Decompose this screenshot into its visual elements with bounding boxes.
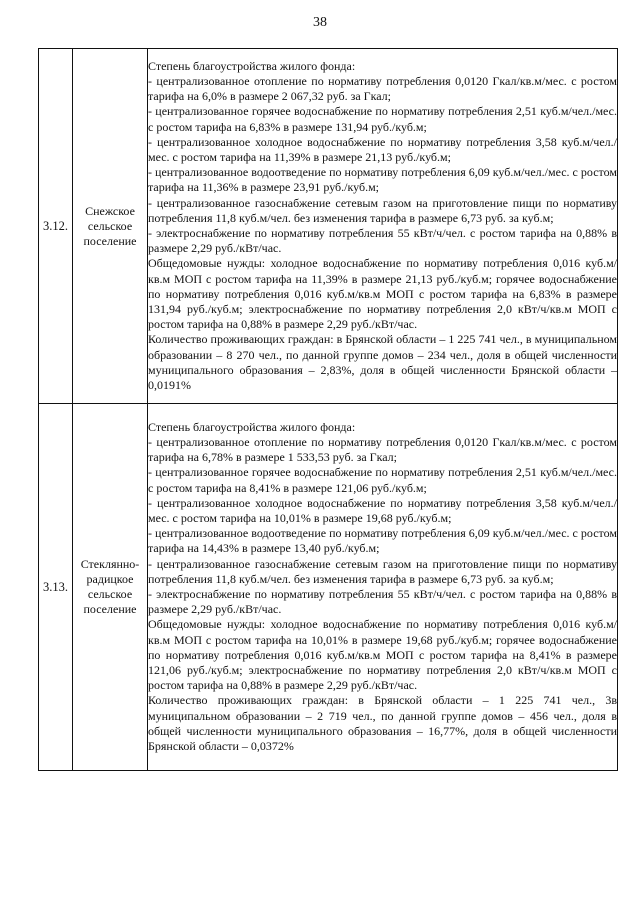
content-line: Общедомовые нужды: холодное водоснабжение по нормативу потребления 0,016 куб.м/кв.м МОП с ростом тарифа на 10,01% в размере 19,68 руб./куб.м; горячее водоснабжение по нормативу потребления 0,016 куб.м/кв.м МОП с ростом тарифа на 8,41% в размере 121,06 руб./куб.м; электроснабжение по нормативу потребления 2,0 кВт/ч/кв.м МОП с ростом тарифа на 0,88% в размере 2,29 руб./кВт/час. — [148, 617, 617, 693]
row-content — [148, 49, 618, 404]
settlements-table — [38, 48, 618, 771]
content-line: - централизованное газоснабжение сетевым газом на приготовление пищи по нормативу потребления 11,8 куб.м/чел. без изменения тарифа в размере 6,73 руб. за куб.м; — [148, 195, 617, 225]
content-line: - централизованное водоотведение по нормативу потребления 6,09 куб.м/чел./мес. с ростом тарифа на 11,36% в размере 23,91 руб./куб.м; — [148, 165, 617, 195]
content-line: Степень благоустройства жилого фонда: — [148, 58, 356, 73]
content-line: - централизованное горячее водоснабжение по нормативу потребления 2,51 куб.м/чел./мес. с ростом тарифа на 8,41% в размере 121,06 руб./куб.м; — [148, 465, 617, 495]
content-line: - электроснабжение по нормативу потребления 55 кВт/ч/чел. с ростом тарифа на 0,88% в размере 2,29 руб./кВт/час. — [148, 226, 617, 256]
content-line: - централизованное холодное водоснабжение по нормативу потребления 3,58 куб.м/чел./мес. с ростом тарифа на 11,39% в размере 21,13 руб./куб.м; — [148, 134, 617, 164]
content-line: Количество проживающих граждан: в Брянской области – 1 225 741 чел., 3в муниципальном образовании – 2 719 чел., по данной группе домов – 456 чел., доля в общей численности муниципального образования – 16,77%, доля в общей численности Брянской области – 0,0372% — [148, 693, 617, 754]
content-line: - централизованное водоотведение по нормативу потребления 6,09 куб.м/чел./мес. с ростом тарифа на 14,43% в размере 13,40 руб./куб.м; — [148, 526, 617, 556]
page-number: 38 — [313, 15, 327, 30]
table-row — [39, 404, 618, 771]
settlement-name: Стеклянно-радицкое сельское поселение — [73, 404, 148, 771]
content-line: Степень благоустройства жилого фонда: — [148, 419, 356, 434]
content-line: - электроснабжение по нормативу потребления 55 кВт/ч/чел. с ростом тарифа на 0,88% в размере 2,29 руб./кВт/час. — [148, 587, 617, 617]
content-line: Общедомовые нужды: холодное водоснабжение по нормативу потребления 0,016 куб.м/кв.м МОП с ростом тарифа на 11,39% в размере 21,13 руб./куб.м; горячее водоснабжение по нормативу потребления 0,016 куб.м/кв.м МОП с ростом тарифа на 6,83% в размере 131,94 руб./куб.м; электроснабжение по нормативу потребления 2,0 кВт/ч/кв.м МОП с ростом тарифа на 0,88% в размере 2,29 руб./кВт/час. — [148, 256, 617, 332]
row-content — [148, 404, 618, 771]
content-line: Количество проживающих граждан: в Брянской области – 1 225 741 чел., в муниципальном образовании – 8 270 чел., по данной группе домов – 234 чел., доля в общей численности муниципального образования – 2,83%, доля в общей численности Брянской области – 0,0191% — [148, 332, 617, 393]
row-number: 3.12. — [39, 49, 73, 404]
content-line: - централизованное отопление по нормативу потребления 0,0120 Гкал/кв.м/мес. с ростом тарифа на 6,78% в размере 1 533,53 руб. за Гкал; — [148, 434, 617, 465]
table-row — [39, 49, 618, 404]
row-number: 3.13. — [39, 404, 73, 771]
settlement-name: Снежское сельское поселение — [73, 49, 148, 404]
content-line: - централизованное газоснабжение сетевым газом на приготовление пищи по нормативу потребления 11,8 куб.м/чел. без изменения тарифа в размере 6,73 руб. за куб.м; — [148, 556, 617, 586]
content-line: - централизованное горячее водоснабжение по нормативу потребления 2,51 куб.м/чел./мес. с ростом тарифа на 6,83% в размере 131,94 руб./куб.м; — [148, 104, 617, 134]
content-line: - централизованное отопление по нормативу потребления 0,0120 Гкал/кв.м/мес. с ростом тарифа на 6,0% в размере 2 067,32 руб. за Гкал; — [148, 73, 617, 104]
content-line: - централизованное холодное водоснабжение по нормативу потребления 3,58 куб.м/чел./мес. с ростом тарифа на 10,01% в размере 19,68 руб./куб.м; — [148, 495, 617, 525]
